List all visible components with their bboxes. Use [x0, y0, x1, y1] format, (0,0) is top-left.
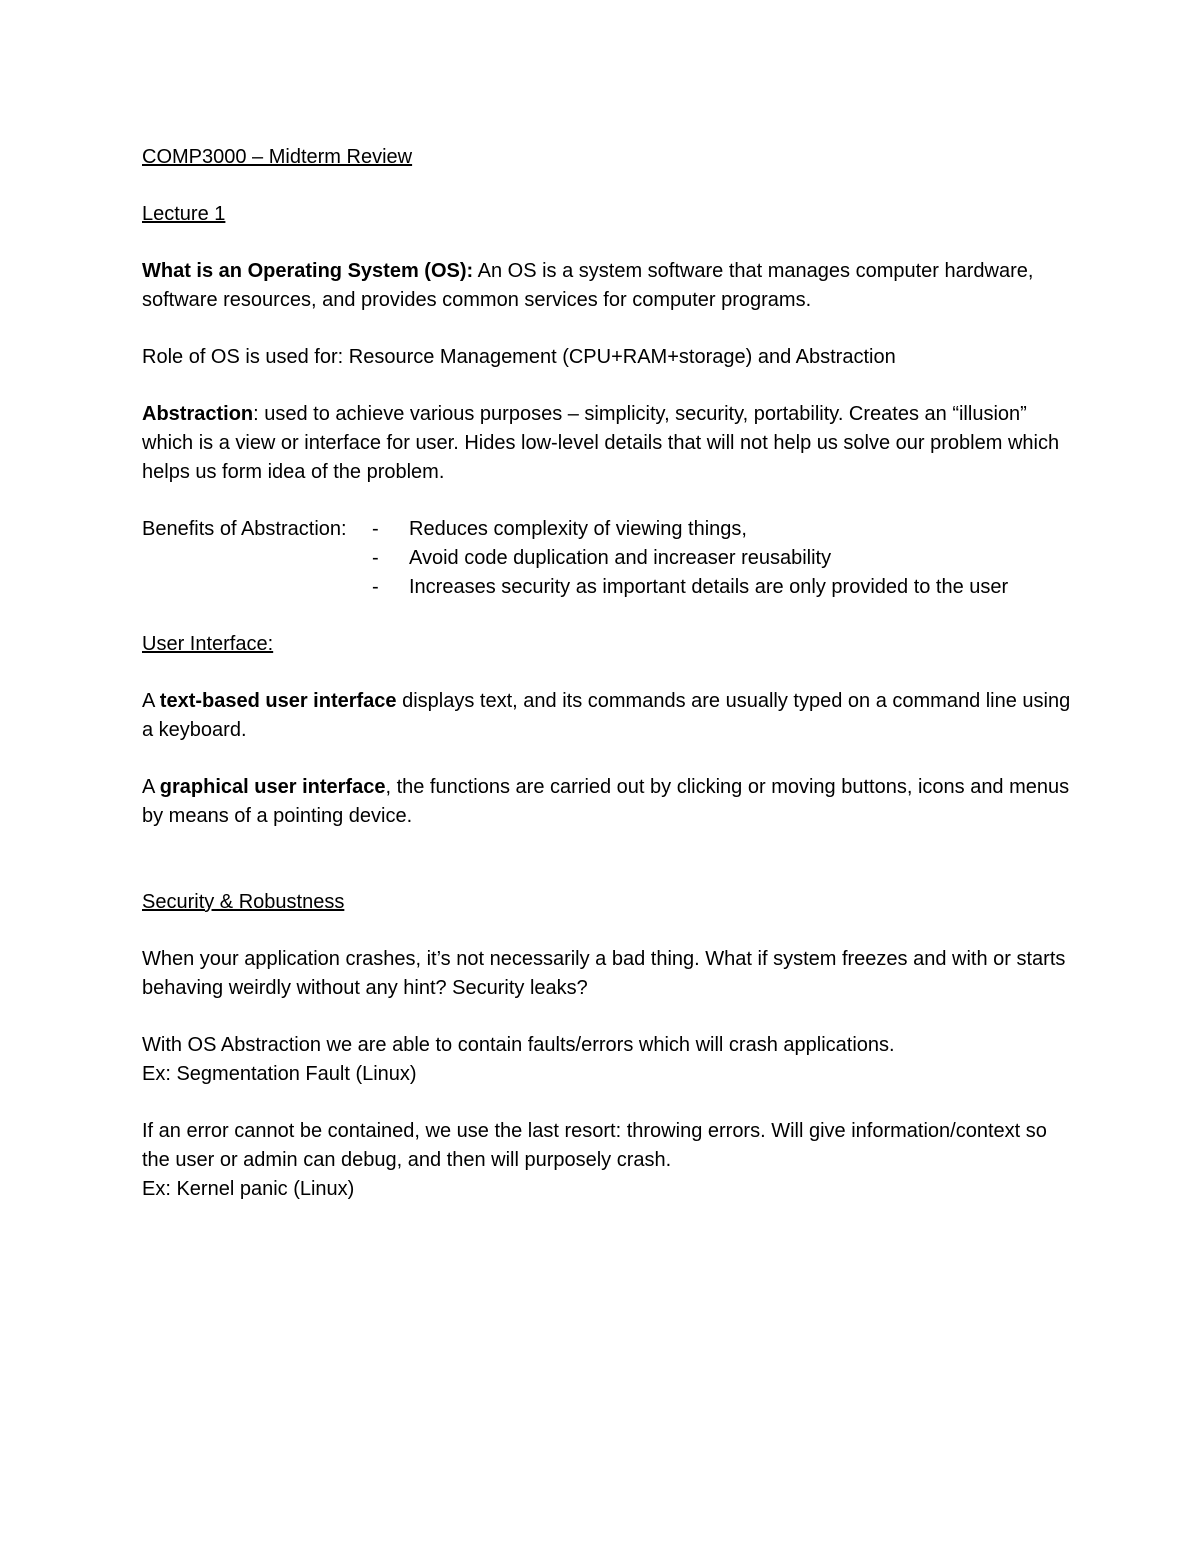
text-ui-text: displays text, and its commands are usually typed on a command line using a keyboard.	[142, 690, 1071, 741]
os-definition-term: What is an Operating System (OS):	[142, 260, 474, 282]
lecture-heading: Lecture 1	[142, 203, 226, 225]
abstraction-term: Abstraction	[142, 403, 254, 425]
list-item	[372, 515, 1072, 544]
gui-text: , the functions are carried out by clicking or moving buttons, icons and menus by means of a pointing device.	[142, 776, 1070, 827]
gui-prefix: A	[142, 776, 160, 798]
benefit-text: Avoid code duplication and increaser reusability	[409, 547, 832, 569]
os-abstraction-paragraph: With OS Abstraction we are able to contain faults/errors which will crash applications.	[142, 1034, 895, 1056]
benefit-text: Increases security as important details are only provided to the user	[409, 576, 1009, 598]
list-item	[372, 573, 1072, 602]
dash-bullet-icon: -	[372, 518, 379, 540]
gui-term: graphical user interface	[159, 776, 386, 798]
text-ui-paragraph	[142, 687, 1072, 745]
security-heading: Security & Robustness	[142, 891, 345, 913]
segfault-example: Ex: Segmentation Fault (Linux)	[142, 1063, 417, 1085]
role-of-os-paragraph: Role of OS is used for: Resource Management (CPU+RAM+storage) and Abstraction	[142, 346, 896, 368]
abstraction-paragraph	[142, 400, 1072, 487]
benefits-block	[142, 515, 1072, 602]
benefits-label: Benefits of Abstraction:	[142, 518, 347, 540]
os-definition-paragraph	[142, 257, 1072, 315]
text-ui-prefix: A	[142, 690, 160, 712]
crash-paragraph: When your application crashes, it’s not necessarily a bad thing. What if system freezes and with or starts behaving weirdly without any hint? Security leaks?	[142, 948, 1066, 999]
text-ui-term: text-based user interface	[159, 690, 397, 712]
list-item	[372, 544, 1072, 573]
user-interface-heading: User Interface:	[142, 633, 274, 655]
abstraction-text: : used to achieve various purposes – simplicity, security, portability. Creates an “illusion” which is a view or interface for user. Hides low-level details that will not help us solve our problem which helps us form idea of the problem.	[142, 403, 1060, 483]
dash-bullet-icon: -	[372, 576, 379, 598]
os-definition-text: An OS is a system software that manages computer hardware, software resources, and provides common services for computer programs.	[142, 260, 1034, 311]
document-body	[142, 143, 1072, 1204]
kernel-panic-example: Ex: Kernel panic (Linux)	[142, 1178, 355, 1200]
gui-paragraph	[142, 773, 1072, 831]
dash-bullet-icon: -	[372, 547, 379, 569]
benefit-text: Reduces complexity of viewing things,	[409, 518, 747, 540]
last-resort-paragraph: If an error cannot be contained, we use the last resort: throwing errors. Will give information/context so the user or admin can debug, and then will purposely crash.	[142, 1120, 1047, 1171]
document-title: COMP3000 – Midterm Review	[142, 146, 413, 168]
